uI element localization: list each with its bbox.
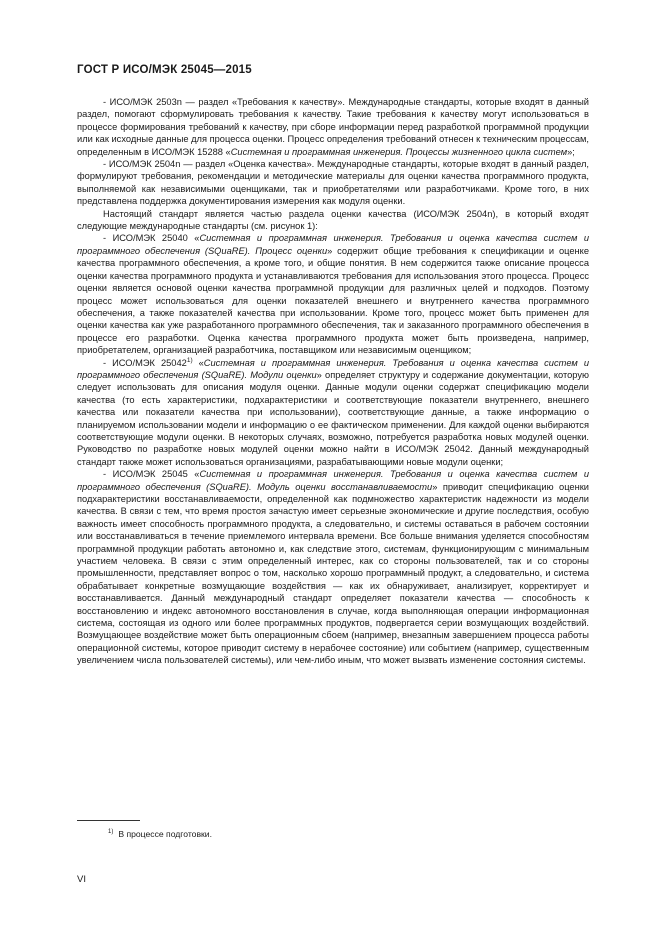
paragraph-2504n: - ИСО/МЭК 2504n — раздел «Оценка качества». Международные стандарты, которые входят в данный раздел, формулируют требования, рекомендации и методические материалы для оценки качества программного продукта, выполняемой как независимыми оценщиками, так и приобретателями или разработчиками. Кроме того, в них представлена поддержка документирования измерения как модуля оценки.	[77, 159, 589, 207]
footnote-divider	[77, 820, 140, 821]
paragraph-25040: - ИСО/МЭК 25040 «Системная и программная инженерия. Требования и оценка качества систем и программного обеспечения (SQuaRE). Процесс оценки» содержит общие требования к спецификации и оценке качества программного обеспечения, а кроме того, и общие понятия. В нем содержится также описание процесса оценки качества программного продукта и устанавливаются требования для использования этого процесса. Процесс оценки является основой оценки качества программной продукции для различных целей и подходов. Поэтому процесс может использоваться для оценки показателей внешнего и внутреннего качества программного обеспечения, а также показателей качества при использовании. Кроме того, процесс может быть применен для оценки качества как уже разработанного программного обеспечения, так и заказанного программного обеспечения в процессе его разработки. Оценка качества программного продукта может быть произведена, например, приобретателем, организацией разработчика, поставщиком или независимым оценщиком;	[77, 233, 589, 356]
footnote-text: В процессе подготовки.	[118, 829, 212, 839]
document-header: ГОСТ Р ИСО/МЭК 25045—2015	[77, 64, 252, 76]
paragraph-2503n: - ИСО/МЭК 2503n — раздел «Требования к качеству». Международные стандарты, которые входят в данный раздел, помогают сформулировать требования к качеству. Такие требования к качеству могут использоваться в процессе формирования требований к качеству, при сборе информации перед разработкой программной продукции или как исходные данные для процесса оценки. Процесс определения требований отнесен к техническим процессам, определенным в ИСО/МЭК 15288 «Системная и программная инженерия. Процессы жизненного цикла систем»;	[77, 97, 590, 157]
page-number: VI	[77, 874, 86, 885]
footnote-marker: 1)	[108, 829, 114, 836]
paragraph-intro: Настоящий стандарт является частью раздела оценки качества (ИСО/МЭК 2504n), в который входят следующие международные стандарты (см. рисунок 1):	[77, 208, 589, 232]
body-text	[77, 96, 589, 667]
paragraph-25042: - ИСО/МЭК 25042$^{1)}$ «Системная и программная инженерия. Требования и оценка качества систем и программного обеспечения (SQuaRE). Модули оценки» определяет структуру и содержание документации, которую следует использовать для описания модуля оценки. Данные модули оценки содержат спецификацию модели качества (то есть характеристики, подхарактеристики и соответствующие показатели внутреннего, внешнего качества или показатели качества при использовании), соответствующие данные, а также информацию о планируемом использовании модели и информацию о ее фактическом применении. Для каждой оценки выбираются соответствующие модули оценки. В некоторых случаях, возможно, потребуется разработка новых модулей оценки. Руководство по разработке новых модулей оценки можно найти в ИСО/МЭК 25042. Данный международный стандарт также может использоваться организациями, разрабатывающими новые модули оценки;	[77, 356, 589, 467]
paragraph-25045: - ИСО/МЭК 25045 «Системная и программная инженерия. Требования и оценка качества систем и программного обеспечения (SQuaRE). Модуль оценки восстанавливаемости» приводит спецификацию оценки подхарактеристики восстанавливаемости, определенной как подмножество характеристик надежности из модели качества. В связи с тем, что время простоя зачастую имеет серьезные экономические и другие последствия, особую важность имеет способность программного продукта, а следовательно, и системы оставаться в рабочем состоянии или восстанавливаться в течение приемлемого интервала времени. Все больше внимания уделяется способностям программной продукции работать автономно и, как следствие этого, системам, функционирующим с минимальным участием человека. В связи с этим определенный интерес, как со стороны пользователей, так и со стороны промышленности, представляет вопрос о том, насколько хорошо программный продукт, а следовательно, и система обрабатывает конкретные возмущающие воздействия — как их обнаруживает, анализирует, корректирует и восстанавливается. Данный международный стандарт определяет показатели качества — способность к восстановлению и индекс автономного восстановления в случае, когда выполняющая операции информационная система, состоящая из одного или более программных продуктов, подвергается серии возмущающих воздействий. Возмущающее воздействие может быть операционным сбоем (например, внезапным завершением процесса работы операционной системы, которое приводит систему в нерабочее состояние) или событием (например, существенным увеличением числа пользователей системы), или чем-либо иным, что может вызвать изменение состояния системы.	[77, 469, 589, 666]
footnote-reference[interactable]: 1)	[186, 356, 193, 364]
footnote	[108, 829, 212, 839]
